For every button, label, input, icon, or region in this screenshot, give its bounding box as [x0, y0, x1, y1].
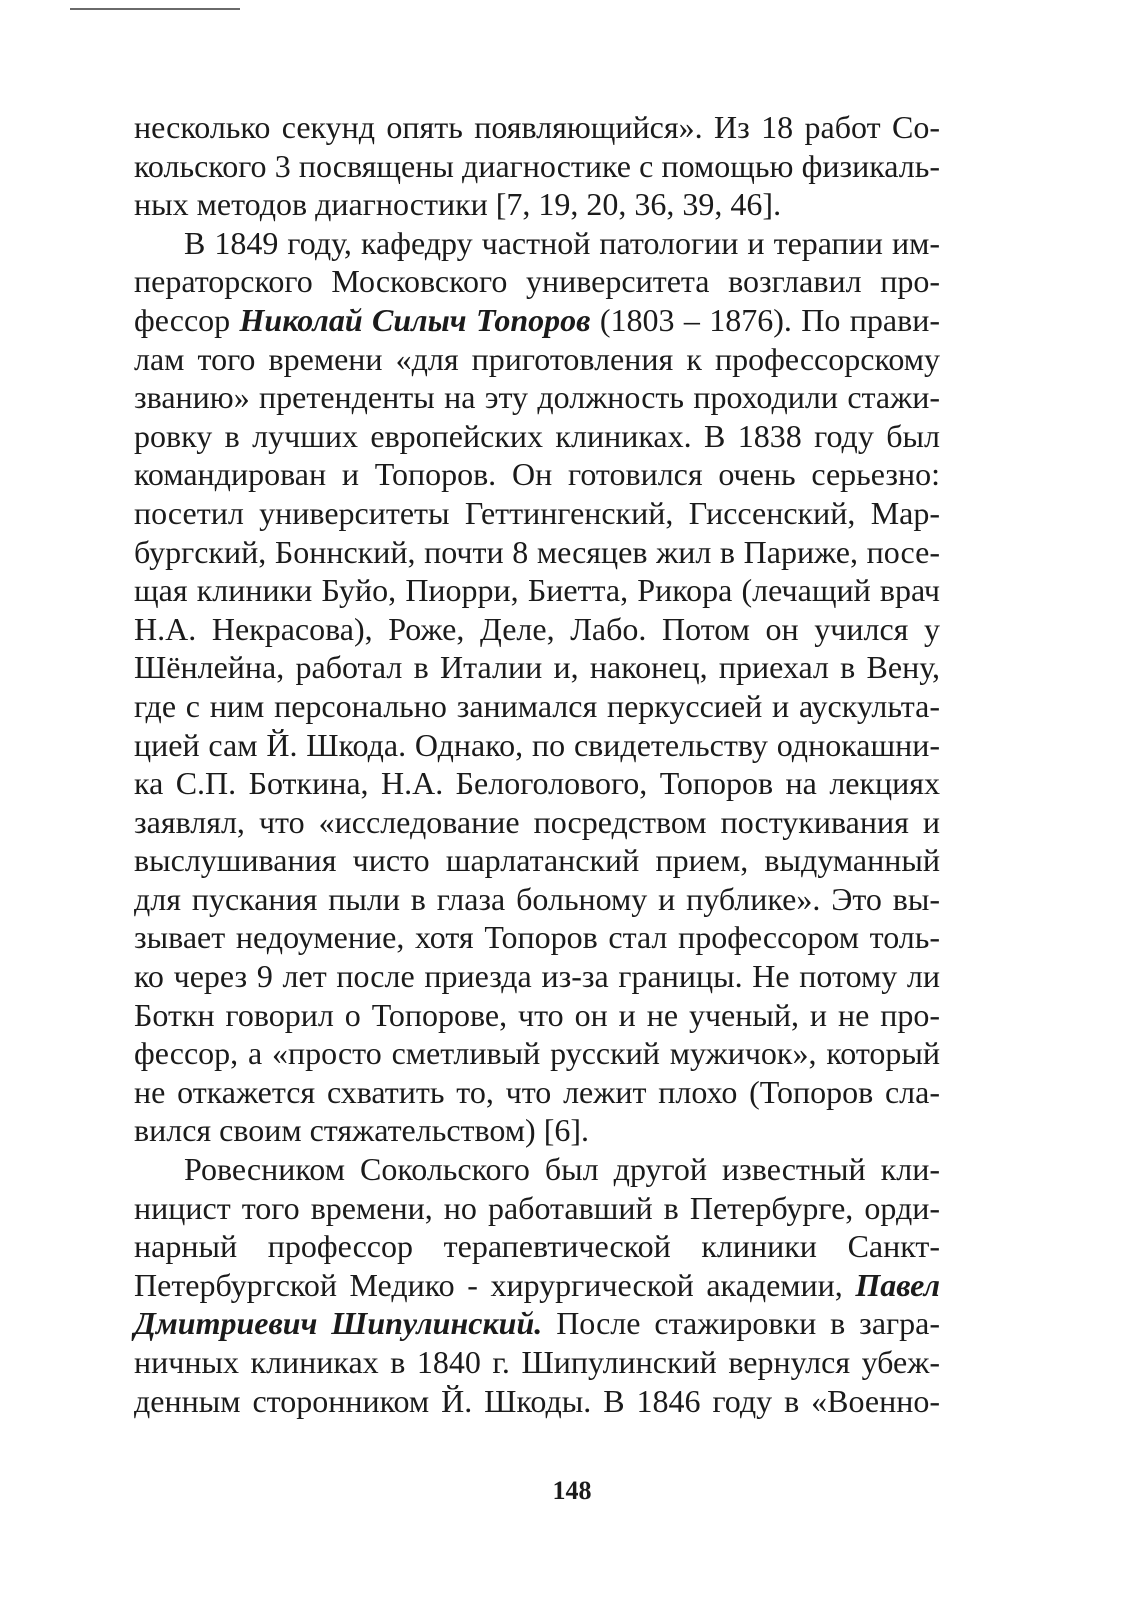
text-segment: Петербургской Медико - хирургической академии, — [134, 1266, 856, 1303]
text-line: посетил университеты Геттингенский, Гиссенский, Мар- — [134, 494, 940, 531]
text-line: командирован и Топоров. Он готовился очень серьезно: — [134, 456, 940, 493]
text-line: Н.А. Некрасова), Роже, Деле, Лабо. Потом он учился у — [134, 610, 940, 647]
text-line: где с ним персонально занимался перкуссией и аускульта- — [134, 687, 940, 724]
text-line: нарный профессор терапевтической клиники Санкт- — [134, 1228, 940, 1265]
text-line: ных методов диагностики [7, 19, 20, 36, 39, 46]. — [134, 186, 782, 223]
text-line: ничных клиниках в 1840 г. Шипулинский вернулся убеж- — [134, 1344, 940, 1380]
text-line: Шёнлейна, работал в Италии и, наконец, приехал в Вену, — [134, 649, 940, 686]
text-line: лам того времени «для приготовления к профессорскому — [134, 340, 940, 377]
text-line: бургский, Боннский, почти 8 месяцев жил в Париже, посе- — [134, 533, 940, 570]
text-line: званию» претенденты на эту должность проходили стажи- — [134, 379, 940, 416]
text-line: несколько секунд опять появляющийся». Из 18 работ Со- — [134, 109, 940, 145]
page-number: 148 — [552, 1476, 592, 1505]
text-line: ка С.П. Боткина, Н.А. Белоголового, Топоров на лекциях — [134, 765, 940, 802]
text-segment: После стажировки в загра- — [542, 1305, 941, 1342]
text-line: заявлял, что «исследование посредством постукивания и — [134, 803, 940, 840]
text-line: не откажется схватить то, что лежит плохо (Топоров сла- — [134, 1073, 940, 1110]
page-text — [134, 108, 940, 1420]
text-line: Ровесником Сокольского был другой известный кли- — [184, 1151, 940, 1188]
text-line: Боткн говорил о Топорове, что он и не ученый, и не про- — [134, 996, 940, 1033]
text-line: фессор, а «просто сметливый русский мужичок», который — [134, 1035, 940, 1072]
top-rule — [70, 8, 240, 10]
text-line — [134, 1304, 940, 1343]
text-line: ницист того времени, но работавший в Петербурге, орди- — [134, 1189, 940, 1226]
text-line: для пускания пыли в глаза больному и публике». Это вы- — [134, 880, 940, 917]
text-line: ко через 9 лет после приезда из-за границы. Не потому ли — [134, 958, 940, 995]
text-line — [134, 1266, 940, 1305]
text-line: В 1849 году, кафедру частной патологии и терапии им- — [184, 224, 940, 261]
text-line: цией сам Й. Шкода. Однако, по свидетельству однокашни- — [134, 726, 940, 763]
text-line — [134, 301, 940, 340]
text-line: щая клиники Буйо, Пиорри, Биетта, Рикора (лечащий врач — [134, 572, 940, 609]
emphasized-name: Николай Силыч Топоров — [239, 301, 591, 338]
text-line: ровку в лучших европейских клиниках. В 1838 году был — [134, 417, 940, 454]
text-line: зывает недоумение, хотя Топоров стал профессором толь- — [134, 919, 940, 956]
emphasized-name: Павел — [855, 1266, 940, 1303]
text-line: выслушивания чисто шарлатанский прием, выдуманный — [134, 842, 940, 879]
emphasized-name: Дмитриевич Шипулинский. — [134, 1305, 543, 1342]
text-segment: фессор — [134, 301, 240, 338]
text-line: вился своим стяжательством) [6]. — [134, 1112, 589, 1149]
text-line: кольского 3 посвящены диагностике с помощью физикаль- — [134, 147, 940, 184]
text-segment: (1803 – 1876). По прави- — [590, 301, 941, 338]
text-line: денным сторонником Й. Шкоды. В 1846 году в «Военно- — [134, 1382, 940, 1419]
text-line: ператорского Московского университета возглавил про- — [134, 263, 940, 300]
